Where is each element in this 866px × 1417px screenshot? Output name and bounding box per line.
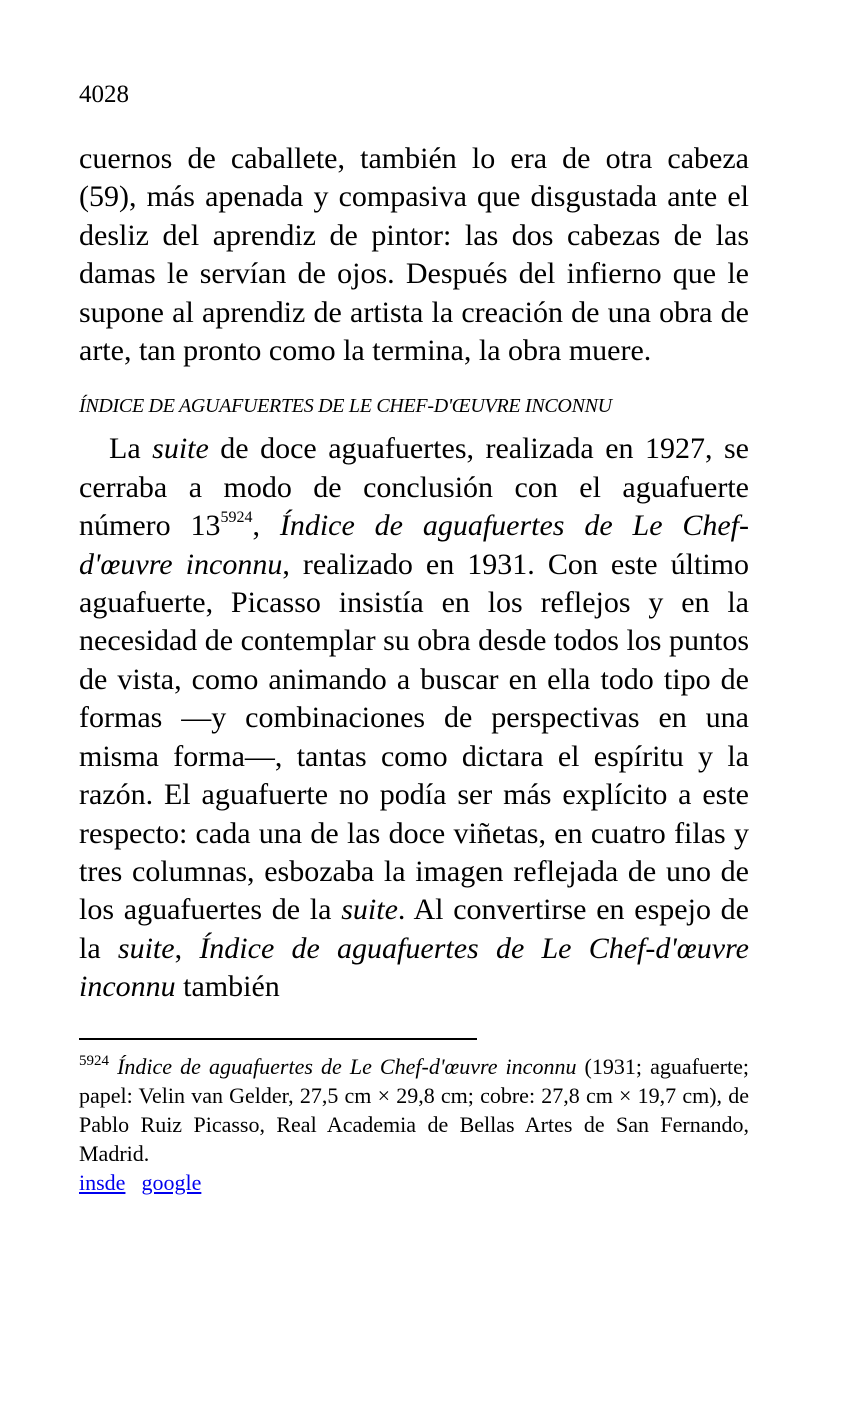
document-page <box>79 78 749 1197</box>
text-run: , <box>174 931 200 965</box>
footnote-number: 5924 <box>79 1052 109 1069</box>
section-heading: ÍNDICE DE AGUAFUERTES DE LE CHEF-D'ŒUVRE INCONNU <box>79 395 612 418</box>
italic-run: Índice de aguafuertes de Le Chef-d'œuvre inconnu <box>79 931 750 1004</box>
paragraph-2 <box>79 430 749 1006</box>
page-number: 4028 <box>79 81 129 108</box>
italic-run: Índice de aguafuertes de Le Chef-d'œuvre inconnu <box>79 509 750 581</box>
italic-run: suite <box>341 893 398 927</box>
text-run: . Al convertirse en espejo de la <box>79 893 750 965</box>
text-run: La <box>109 432 153 466</box>
insde-link[interactable]: insde <box>79 1169 126 1195</box>
italic-run: suite <box>152 432 209 466</box>
text-run: , realizado en 1931. Con este último aguafuerte, Picasso insistía en los reflejos y en la necesidad de contemplar su obra desde todos los puntos de vista, como animando a buscar en ella todo tipo de formas —y combinaciones de perspectivas en una misma forma—, tantas como dictara el espíritu y la razón. El aguafuerte no podía ser más explícito a este respecto: cada una de las doce viñetas, en cuatro filas y tres columnas, esbozaba la imagen reflejada de uno de los aguafuertes de la <box>79 547 749 927</box>
footnote <box>79 1052 749 1168</box>
text-run: , <box>252 509 280 543</box>
text-run: también <box>175 970 280 1004</box>
link-row <box>79 1168 749 1197</box>
paragraph-1: cuernos de caballete, también lo era de otra cabeza (59), más apenada y compasiva que disgustada ante el desliz del aprendiz de pintor: las dos cabezas de las damas le servían de ojos. Después del infierno que le supone al aprendiz de artista la creación de una obra de arte, tan pronto como la termina, la obra muere. <box>79 142 749 368</box>
footnote-text: (1931; aguafuerte; papel: Velin van Gelder, 27,5 cm × 29,8 cm; cobre: 27,8 cm × 19,7 cm), de Pablo Ruiz Picasso, Real Academia de Bellas Artes de San Fernando, Madrid. <box>79 1053 749 1166</box>
text-run: de doce aguafuertes, realizada en 1927, se cerraba a modo de conclusión con el aguafuerte número 13 <box>79 432 749 543</box>
footnote-divider <box>79 1038 477 1040</box>
footnote-ref: 5924 <box>220 509 253 527</box>
footnote-title: Índice de aguafuertes de Le Chef-d'œuvre inconnu <box>117 1053 577 1079</box>
italic-run: suite <box>117 931 175 965</box>
google-link[interactable]: google <box>141 1169 202 1195</box>
